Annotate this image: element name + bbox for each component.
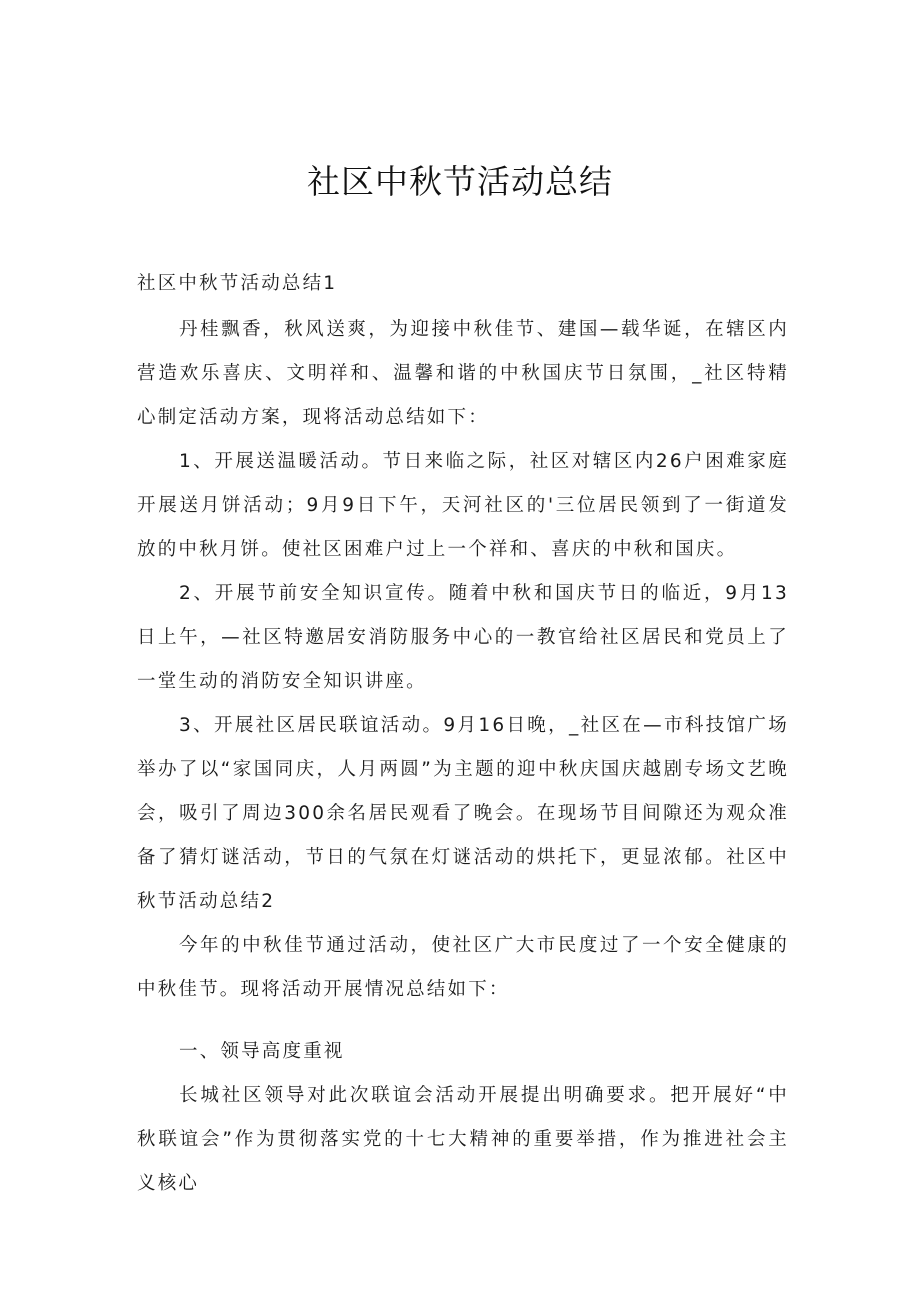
document-body — [137, 262, 789, 1206]
paragraph-leadership: 长城社区领导对此次联谊会活动开展提出明确要求。把开展好“中秋联谊会”作为贯彻落实党的十七大精神的重要举措，作为推进社会主义核心 — [137, 1085, 789, 1194]
subheading-leadership: 一、领导高度重视 — [179, 1041, 345, 1062]
document-title: 社区中秋节活动总结 — [307, 162, 613, 201]
paragraph-item-3: 3、开展社区居民联谊活动。9月16日晚，_社区在—市科技馆广场举办了以“家国同庆，人月两圆”为主题的迎中秋庆国庆越剧专场文艺晚会，吸引了周边300余名居民观看了晚会。在现场节目间隙还为观众准备了猜灯谜活动，节日的气氛在灯谜活动的烘托下，更显浓郁。社区中秋节活动总结2 — [137, 715, 789, 912]
paragraph-summary-2-intro: 今年的中秋佳节通过活动，使社区广大市民度过了一个安全健康的中秋佳节。现将活动开展情况总结如下： — [137, 935, 789, 1000]
paragraph-intro: 丹桂飘香，秋风送爽，为迎接中秋佳节、建国—载华诞，在辖区内营造欢乐喜庆、文明祥和、温馨和谐的中秋国庆节日氛围，_社区特精心制定活动方案，现将活动总结如下： — [137, 319, 789, 428]
section-heading-1: 社区中秋节活动总结1 — [137, 273, 338, 294]
paragraph-item-2: 2、开展节前安全知识宣传。随着中秋和国庆节日的临近，9月13日上午，—社区特邀居安消防服务中心的一教官给社区居民和党员上了一堂生动的消防安全知识讲座。 — [137, 583, 789, 692]
paragraph-item-1: 1、开展送温暖活动。节日来临之际，社区对辖区内26户困难家庭开展送月饼活动；9月9日下午，天河社区的'三位居民领到了一街道发放的中秋月饼。使社区困难户过上一个祥和、喜庆的中秋和国庆。 — [137, 451, 789, 560]
